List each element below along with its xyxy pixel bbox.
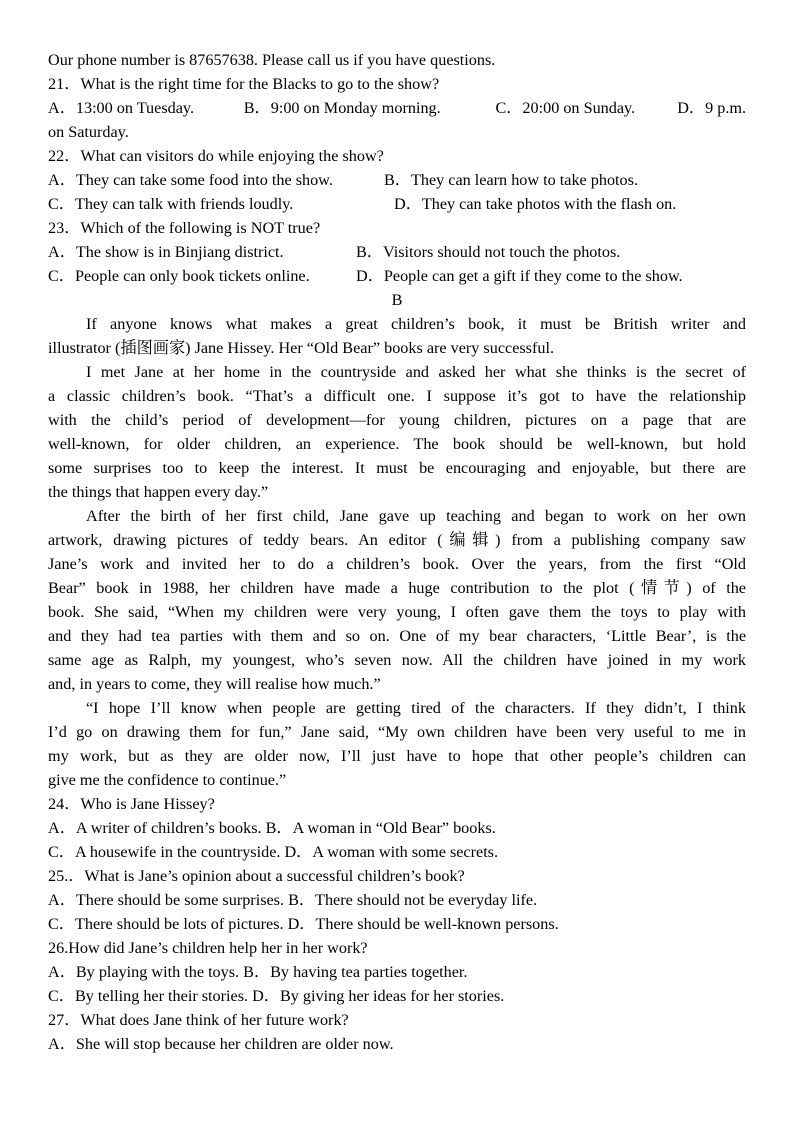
q22-option-b: B．They can learn how to take photos. [384,171,638,189]
paragraph-2-line: some surprises too to keep the interest. It must be encouraging and enjoyable, but there are [48,459,746,477]
paragraph-3-line: Jane’s work and invited her to do a children’s book. Over the years, from the first “Old [48,555,746,573]
question-24: 24．Who is Jane Hissey? [48,795,215,813]
q22-option-d: D．They can take photos with the flash on. [394,195,677,213]
q21-option-c: C．20:00 on Sunday. [495,99,636,117]
paragraph-2-line: well-known, for older children, an experience. The book should be well-known, but hold [48,435,746,453]
q26-options-cd: C．By telling her their stories. D．By giving her ideas for her stories. [48,987,505,1005]
question-21: 21．What is the right time for the Blacks to go to the show? [48,75,440,93]
q22-option-c: C．They can talk with friends loudly. [48,195,294,213]
paragraph-3-line: artwork, drawing pictures of teddy bears. An editor (编辑) from a publishing company saw [48,531,746,549]
q21-option-d-continued: on Saturday. [48,123,129,141]
question-22-options-ab [48,168,746,192]
paragraph-3-line: and they had tea parties with them and so on. One of my bear characters, ‘Little Bear’, is the [48,627,746,645]
question-22: 22．What can visitors do while enjoying the show? [48,147,384,165]
question-25: 25.．What is Jane’s opinion about a successful children’s book? [48,867,465,885]
paragraph-2-line: a classic children’s book. “That’s a difficult one. I suppose it’s got to have the relationship [48,387,746,405]
q21-option-a: A．13:00 on Tuesday. [48,99,195,117]
paragraph-2-line: with the child’s period of development—for young children, pictures on a page that are [48,411,746,429]
q25-options-ab: A．There should be some surprises. B．There should not be everyday life. [48,891,538,909]
q27-option-a: A．She will stop because her children are older now. [48,1035,394,1053]
q21-option-d: D．9 p.m. [677,99,746,117]
question-21-options [48,96,746,120]
q24-options-cd: C．A housewife in the countryside. D．A woman with some secrets. [48,843,499,861]
paragraph-2-line: the things that happen every day.” [48,483,269,501]
phone-line: Our phone number is 87657638. Please call us if you have questions. [48,51,496,69]
paragraph-3-line: same age as Ralph, my youngest, who’s seven now. All the children have joined in my work [48,651,746,669]
q23-option-a: A．The show is in Binjiang district. [48,243,284,261]
question-23-options-cd [48,264,746,288]
section-heading: B [391,291,403,309]
paragraph-4-line: give me the confidence to continue.” [48,771,287,789]
paragraph-3-line: and, in years to come, they will realise how much.” [48,675,381,693]
question-27: 27．What does Jane think of her future work? [48,1011,349,1029]
paragraph-4-line: “I hope I’ll know when people are getting tired of the characters. If they didn’t, I think [86,699,746,717]
q22-option-a: A．They can take some food into the show. [48,171,333,189]
q26-options-ab: A．By playing with the toys. B．By having tea parties together. [48,963,468,981]
question-23: 23．Which of the following is NOT true? [48,219,321,237]
q23-option-d: D．People can get a gift if they come to the show. [356,267,683,285]
paragraph-2-line: I met Jane at her home in the countryside and asked her what she thinks is the secret of [86,363,746,381]
q21-option-b: B．9:00 on Monday morning. [243,99,441,117]
paragraph-1-line: illustrator (插图画家) Jane Hissey. Her “Old Bear” books are very successful. [48,339,555,357]
q24-options-ab: A．A writer of children’s books. B．A woman in “Old Bear” books. [48,819,496,837]
q23-option-b: B．Visitors should not touch the photos. [356,243,621,261]
q25-options-cd: C．There should be lots of pictures. D．There should be well-known persons. [48,915,559,933]
paragraph-4-line: my work, but as they are older now, I’ll just have to hope that other people’s children can [48,747,746,765]
paragraph-3-line: book. She said, “When my children were very young, I often gave them the toys to play with [48,603,746,621]
question-26: 26.How did Jane’s children help her in her work? [48,939,368,957]
q23-option-c: C．People can only book tickets online. [48,267,310,285]
paragraph-3-line: After the birth of her first child, Jane gave up teaching and began to work on her own [86,507,746,525]
exam-page [48,48,746,1056]
question-22-options-cd [48,192,746,216]
paragraph-4-line: I’d go on drawing them for fun,” Jane said, “My own children have been very useful to me in [48,723,746,741]
paragraph-3-line: Bear” book in 1988, her children have made a huge contribution to the plot (情节) of the [48,579,746,597]
paragraph-1-line: If anyone knows what makes a great children’s book, it must be British writer and [86,315,746,333]
question-23-options-ab [48,240,746,264]
